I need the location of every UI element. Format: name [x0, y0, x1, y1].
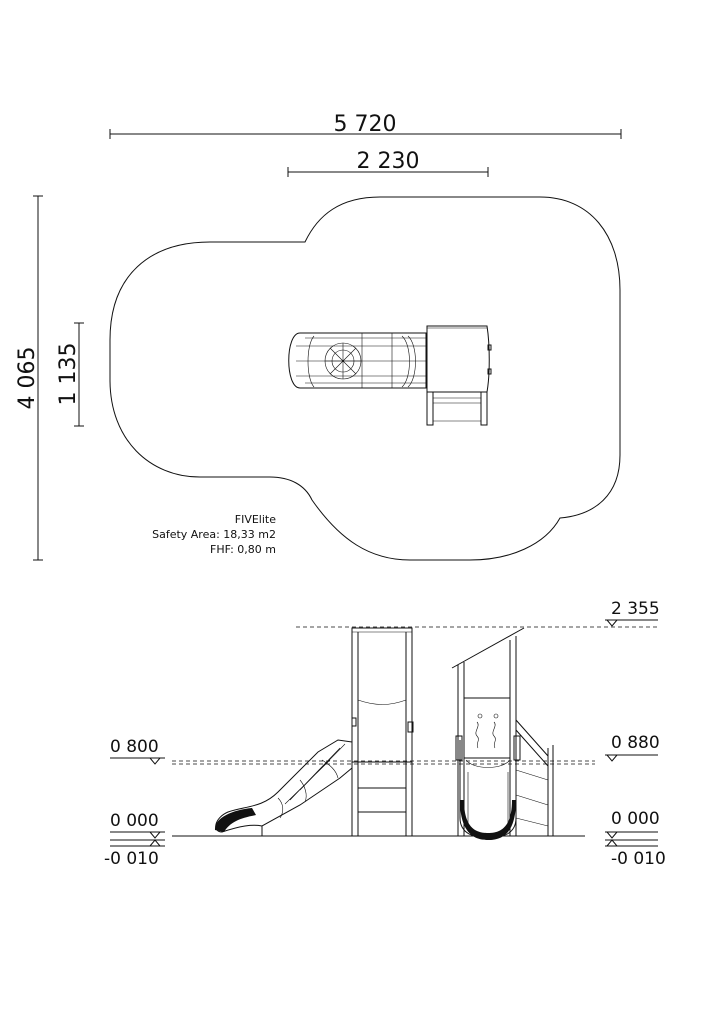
- front-elevation-ladder: [516, 720, 553, 836]
- product-info: [152, 513, 276, 556]
- total-width-label: 5 720: [333, 112, 397, 137]
- level-marker-platform-right: [605, 733, 660, 761]
- plan-slide: [289, 333, 426, 388]
- ground-left-label: 0 000: [110, 811, 159, 831]
- dimension-total-height: [15, 196, 43, 560]
- level-marker-ground-left: [110, 811, 165, 846]
- product-name: FIVElite: [234, 513, 276, 526]
- below-left-label: -0 010: [104, 849, 159, 869]
- level-marker-ground-right: [605, 809, 660, 846]
- equipment-height-label: 1 135: [56, 342, 81, 406]
- platform-level-left-label: 0 800: [110, 737, 159, 757]
- ground-right-label: 0 000: [611, 809, 660, 829]
- equipment-width-label: 2 230: [356, 149, 420, 174]
- roof-level-label: 2 355: [611, 599, 660, 619]
- fhf-text: FHF: 0,80 m: [210, 543, 276, 556]
- side-elevation-tower: [352, 628, 413, 836]
- level-marker-below-right: [605, 846, 666, 869]
- level-marker-roof: [605, 599, 660, 626]
- plan-platform: [427, 326, 491, 392]
- total-height-label: 4 065: [15, 346, 40, 410]
- safety-area-text: Safety Area: 18,33 m2: [152, 528, 276, 541]
- dimension-equipment-height: [56, 323, 84, 426]
- safety-area-outline: [110, 197, 620, 560]
- plan-ladder: [427, 392, 487, 425]
- dimension-total-width: [110, 112, 621, 139]
- dimension-equipment-width: [288, 149, 488, 177]
- level-marker-below-left: [104, 846, 165, 869]
- below-right-label: -0 010: [611, 849, 666, 869]
- level-marker-platform-left: [110, 737, 165, 764]
- side-elevation-slide: [215, 740, 352, 836]
- platform-level-right-label: 0 880: [611, 733, 660, 753]
